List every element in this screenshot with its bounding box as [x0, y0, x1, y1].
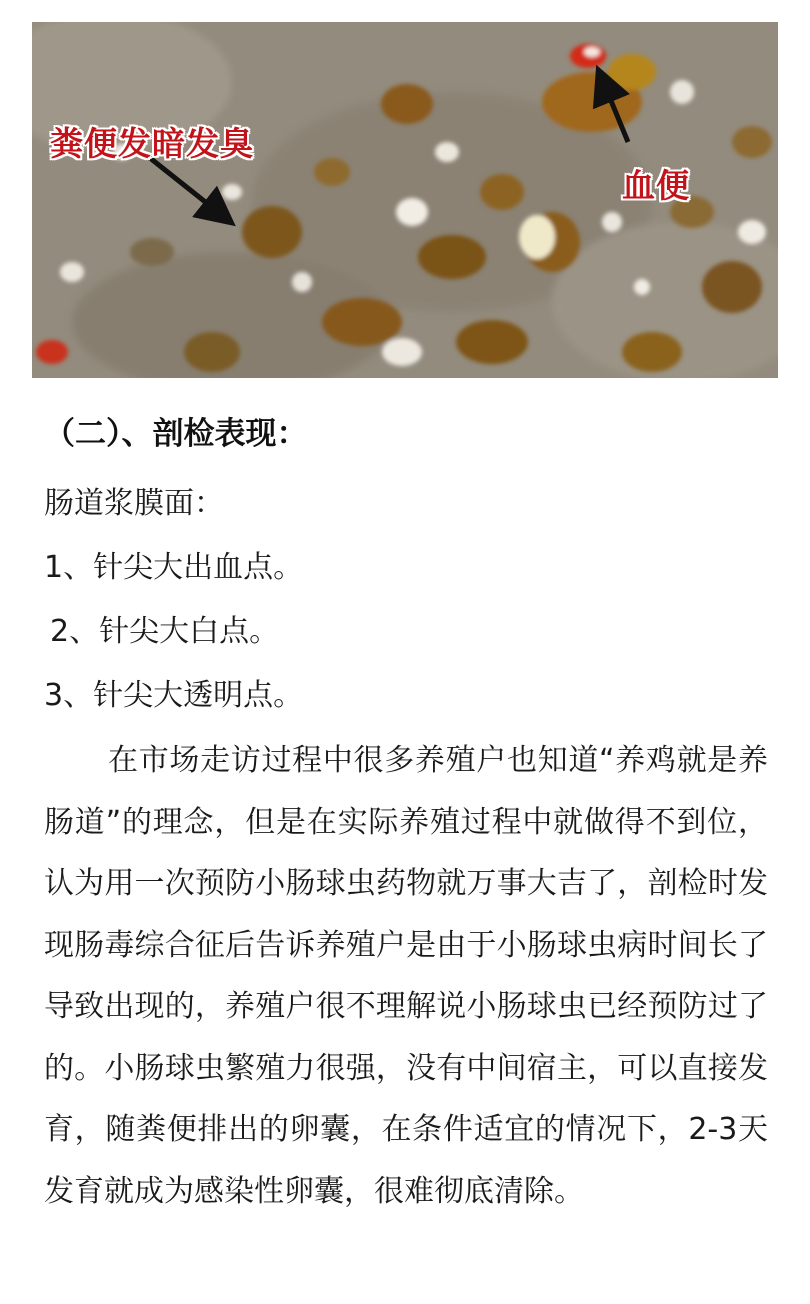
- bloody-stool-label: 血便: [622, 166, 690, 205]
- dark-smelly-feces-label: 粪便发暗发臭: [50, 124, 254, 163]
- subheading: 肠道浆膜面：: [44, 486, 224, 521]
- feces-photo: [32, 22, 778, 378]
- list-item: 1、针尖大出血点。: [44, 550, 304, 585]
- body-paragraph: 在市场走访过程中很多养殖户也知道“养鸡就是养肠道”的理念，但是在实际养殖过程中就做得不到位，认为用一次预防小肠球虫药物就万事大吉了，剖检时发现肠毒综合征后告诉养殖户是由于小肠球虫病时间长了导致出现的，养殖户很不理解说小肠球虫已经预防过了的。小肠球虫繁殖力很强，没有中间宿主，可以直接发育，随粪便排出的卵囊，在条件适宜的情况下，2-3天发育就成为感染性卵囊，很难彻底清除。: [44, 743, 768, 1209]
- list-item: 2、针尖大白点。: [50, 614, 280, 649]
- list-item: 3、针尖大透明点。: [44, 678, 304, 713]
- section-heading: （二）、剖检表现：: [44, 416, 308, 452]
